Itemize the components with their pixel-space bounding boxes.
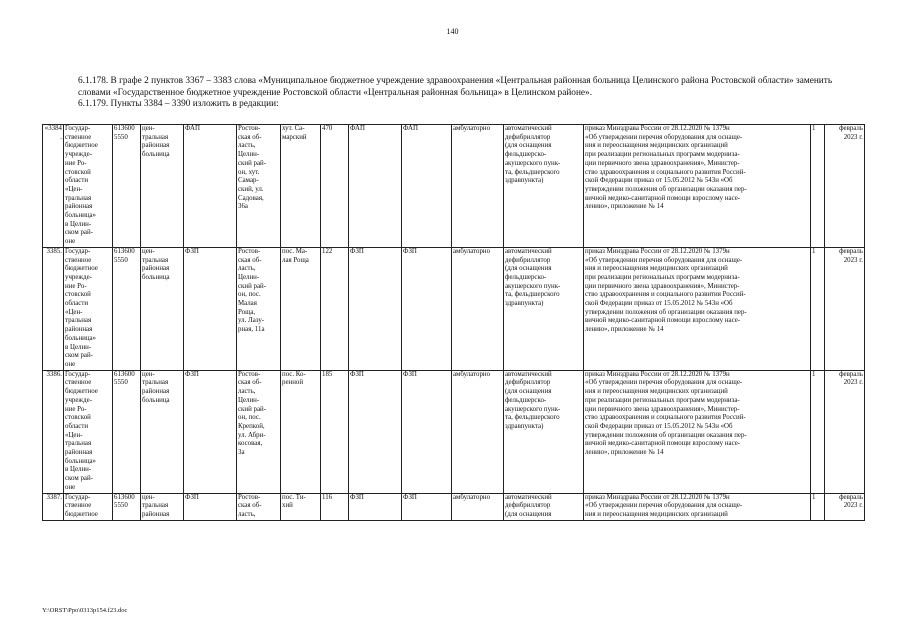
settlement: хут. Са- марский (282, 125, 307, 141)
unit-type-1: ФЗП (350, 370, 364, 378)
intro-text (63, 76, 863, 111)
delivery-date-cell (825, 370, 865, 493)
population-cell (321, 247, 349, 370)
unit-type-1: ФЗП (350, 247, 364, 255)
care-mode-cell (452, 247, 504, 370)
population: 185 (322, 370, 333, 378)
quantity-cell (811, 493, 825, 520)
organization-name: Государ- ственное бюджетное (65, 493, 98, 518)
paragraph-6-1-179: 6.1.179. Пункты 3384 – 3390 изложить в редакции: (78, 99, 279, 110)
department: цен- тральная районная больница (142, 247, 170, 281)
quantity-cell (811, 125, 825, 248)
equipment-table (42, 124, 865, 521)
unit-type-cell (184, 125, 237, 248)
unit-type-cell (184, 370, 237, 493)
org-code-cell (113, 370, 141, 493)
address: Ростов- ская об- ласть, Целин- ский рай- он, хут. Самар- ский, ул. Садовая, 36а (238, 125, 266, 211)
quantity: 1 (812, 125, 816, 132)
equipment: автоматический дефибриллятор (для оснащения фельдшерско- акушерского пунк- та, фельдшерского здравпункта) (505, 247, 561, 308)
care-mode: амбулаторно (453, 247, 491, 255)
department-cell (141, 370, 184, 493)
unit-type-1-cell (349, 493, 402, 520)
unit-type-2: ФАП (403, 125, 418, 132)
unit-type-2-cell (402, 247, 452, 370)
settlement-cell (281, 247, 321, 370)
unit-type-1-cell (349, 125, 402, 248)
legal-basis: приказ Минздрава России от 28.12.2020 № 1379н «Об утверждении перечня оборудования для оснаще- ния и переоснащения медицинских организаций при реализации региональных программ модерниза- ции первичного звена здравоохранения», Министер- ство здравоохранения и социального развития Россий- ской Федерации приказ от 15.05.2012 № 543н «Об утверждении положения об организации оказания пер- вичной медико-санитарной помощи взрослому насе- лению», приложение № 14 (585, 370, 747, 457)
organization-name-cell (64, 493, 113, 520)
quantity-cell (811, 370, 825, 493)
delivery-date: февраль 2023 г. (839, 247, 863, 264)
settlement: пос. Ко- ренной (282, 370, 306, 387)
delivery-date-cell (825, 247, 865, 370)
row-number: «3384. (44, 125, 62, 141)
address: Ростов- ская об- ласть, (238, 493, 262, 518)
legal-basis-cell (584, 370, 811, 493)
table-row (43, 370, 865, 493)
organization-name-cell (64, 125, 113, 248)
settlement-cell (281, 493, 321, 520)
legal-basis: приказ Минздрава России от 28.12.2020 № 1379н «Об утверждении перечня оборудования для оснаще- ния и переоснащения медицинских организаций при реализации региональных программ модерниза- ции первичного звена здравоохранения», Министер- ство здравоохранения и социального развития Россий- ской Федерации приказ от 15.05.2012 № 543н «Об утверждении положения об организации оказания пер- вичной медико-санитарной помощи взрослому насе- лению», приложение № 14 (585, 125, 747, 211)
org-code-cell (113, 125, 141, 248)
population-cell (321, 493, 349, 520)
legal-basis: приказ Минздрава России от 28.12.2020 № 1379н «Об утверждении перечня оборудования для оснаще- ния и переоснащения медицинских организаций при реализации региональных программ модерниза- ции первичного звена здравоохранения», Министер- ство здравоохранения и социального развития Россий- ской Федерации приказ от 15.05.2012 № 543н «Об утверждении положения об организации оказания пер- вичной медико-санитарной помощи взрослому насе- лению», приложение № 14 (585, 247, 747, 334)
address: Ростов- ская об- ласть, Целин- ский рай- он, пос. Крепкой, ул. Абри- косовая, 3а (238, 370, 266, 457)
settlement: пос. Ти- хий (282, 493, 306, 510)
quantity: 1 (812, 493, 816, 501)
unit-type-2-cell (402, 370, 452, 493)
legal-basis-cell (584, 247, 811, 370)
unit-type-2-cell (402, 493, 452, 520)
quantity: 1 (812, 247, 816, 255)
unit-type: ФЗП (185, 493, 199, 501)
unit-type-1-cell (349, 247, 402, 370)
department-cell (141, 125, 184, 248)
legal-basis-cell (584, 125, 811, 248)
table-row (43, 125, 865, 248)
table-row (43, 247, 865, 370)
unit-type-2: ФЗП (403, 493, 417, 501)
quantity: 1 (812, 370, 816, 378)
unit-type-1: ФАП (350, 125, 365, 132)
settlement-cell (281, 370, 321, 493)
address-cell (237, 493, 281, 520)
unit-type-1: ФЗП (350, 493, 364, 501)
paragraph-6-1-178: 6.1.178. В графе 2 пунктов 3367 – 3383 слова «Муниципальное бюджетное учреждение здравоохранения «Центральная районная больница Целинского района Ростовской области» заменить словами «Государственное бюджетное учреждение Ростовской области «Центральная районная больница» в Целинском районе». (78, 76, 833, 98)
row-number-cell (43, 125, 64, 248)
unit-type: ФАП (185, 125, 200, 132)
unit-type-cell (184, 247, 237, 370)
department-cell (141, 247, 184, 370)
care-mode: амбулаторно (453, 125, 491, 132)
org-code: 613600 5550 (114, 247, 135, 264)
care-mode: амбулаторно (453, 493, 491, 501)
population-cell (321, 125, 349, 248)
unit-type: ФЗП (185, 370, 199, 378)
legal-basis: приказ Минздрава России от 28.12.2020 № 1379н «Об утверждении перечня оборудования для оснаще- ния и переоснащения медицинских организаций (585, 493, 743, 518)
table-row (43, 493, 865, 520)
organization-name: Государ- ственное бюджетное учрежде- ние Ро- стовской области «Цен- тральная районная больница» в Целин- ском рай- оне (65, 370, 98, 491)
org-code-cell (113, 493, 141, 520)
org-code-cell (113, 247, 141, 370)
equipment: автоматический дефибриллятор (для оснащения фельдшерско- акушерского пунк- та, фельдшерского здравпункта) (505, 125, 561, 185)
organization-name-cell (64, 370, 113, 493)
org-code: 613600 5550 (114, 370, 135, 387)
care-mode-cell (452, 125, 504, 248)
delivery-date: февраль 2023 г. (839, 370, 863, 387)
population: 122 (322, 247, 333, 255)
organization-name: Государ- ственное бюджетное учрежде- ние Ро- стовской области «Цен- тральная районная больница» в Целин- ском рай- оне (65, 247, 98, 368)
equipment-cell (504, 370, 584, 493)
equipment-cell (504, 247, 584, 370)
unit-type-2: ФЗП (403, 370, 417, 378)
legal-basis-cell (584, 493, 811, 520)
quantity-cell (811, 247, 825, 370)
department: цен- тральная районная больница (142, 370, 170, 404)
population: 116 (322, 493, 333, 501)
settlement: пос. Ма- лая Роща (282, 247, 309, 264)
unit-type-cell (184, 493, 237, 520)
department: цен- тральная районная больница (142, 125, 170, 159)
equipment-cell (504, 125, 584, 248)
care-mode: амбулаторно (453, 370, 491, 378)
row-number: 3386. (46, 370, 62, 378)
address-cell (237, 247, 281, 370)
department-cell (141, 493, 184, 520)
population: 470 (322, 125, 333, 132)
department: цен- тральная районная (142, 493, 170, 518)
org-code: 613600 5550 (114, 493, 135, 510)
file-path-footer: Y:\ORST\Ppo\0313p154.f23.doc (42, 607, 128, 614)
row-number-cell (43, 493, 64, 520)
unit-type: ФЗП (185, 247, 199, 255)
unit-type-2-cell (402, 125, 452, 248)
row-number: 3385. (46, 247, 62, 255)
organization-name: Государ- ственное бюджетное учрежде- ние Ро- стовской области «Цен- тральная районная больница» в Целин- ском рай- оне (65, 125, 98, 246)
delivery-date-cell (825, 125, 865, 248)
row-number: 3387. (46, 493, 62, 501)
unit-type-1-cell (349, 370, 402, 493)
population-cell (321, 370, 349, 493)
org-code: 613600 5550 (114, 125, 135, 141)
address-cell (237, 125, 281, 248)
equipment: автоматический дефибриллятор (для оснащения (505, 493, 552, 518)
delivery-date: февраль 2023 г. (839, 125, 863, 141)
care-mode-cell (452, 493, 504, 520)
equipment-cell (504, 493, 584, 520)
care-mode-cell (452, 370, 504, 493)
settlement-cell (281, 125, 321, 248)
unit-type-2: ФЗП (403, 247, 417, 255)
row-number-cell (43, 247, 64, 370)
organization-name-cell (64, 247, 113, 370)
address: Ростов- ская об- ласть, Целин- ский рай- он, пос. Малая Роща, ул. Лазу- рная, 11а (238, 247, 266, 334)
address-cell (237, 370, 281, 493)
equipment: автоматический дефибриллятор (для оснащения фельдшерско- акушерского пунк- та, фельдшерского здравпункта) (505, 370, 561, 430)
delivery-date: февраль 2023 г. (839, 493, 863, 510)
page-number: 140 (446, 27, 459, 36)
row-number-cell (43, 370, 64, 493)
delivery-date-cell (825, 493, 865, 520)
